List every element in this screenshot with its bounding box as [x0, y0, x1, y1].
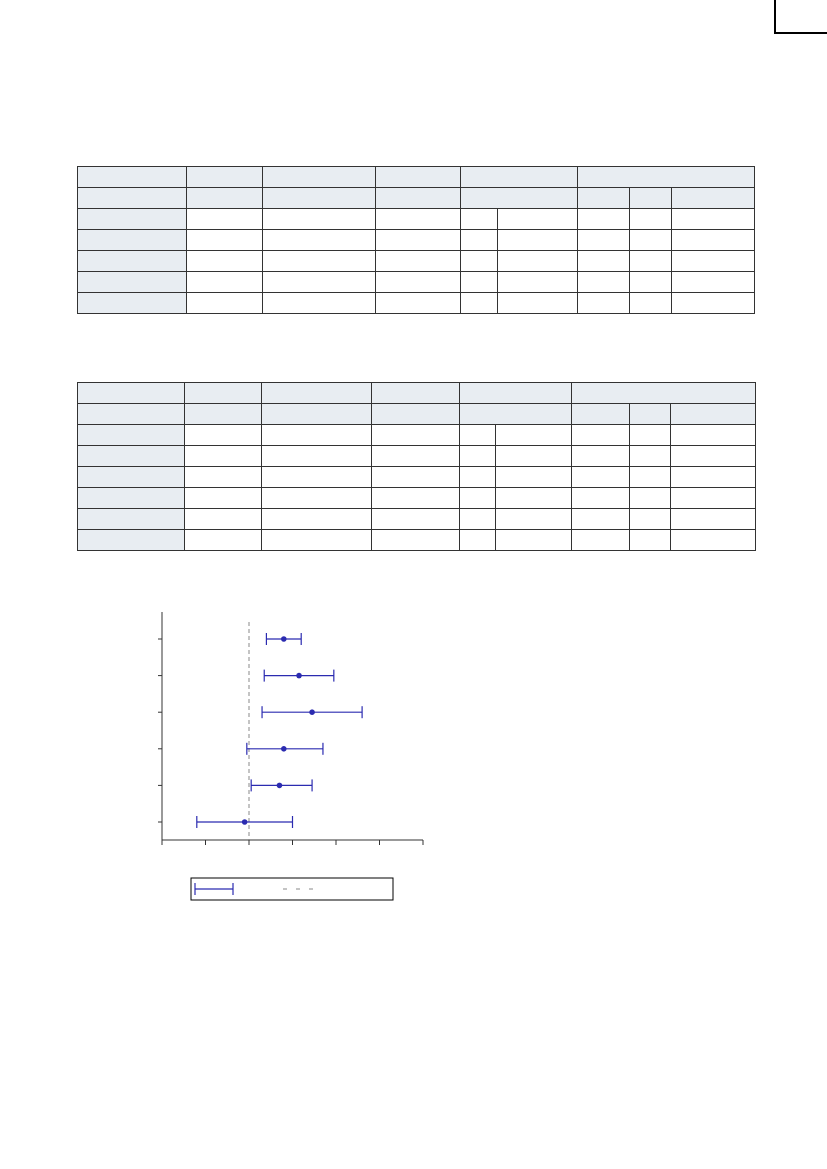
table-cell: [187, 209, 263, 230]
table-cell: [496, 446, 572, 467]
table-header-row-1: [78, 383, 756, 404]
table-cell: [262, 425, 372, 446]
table-cell: [376, 209, 461, 230]
forest-plot: [140, 600, 440, 910]
table-cell: [630, 509, 671, 530]
header-cell: [461, 188, 578, 209]
table-cell: [672, 209, 755, 230]
table-cell: [630, 209, 672, 230]
header-cell: [572, 404, 630, 425]
header-cell: [78, 383, 185, 404]
table-cell: [672, 230, 755, 251]
table-cell: [498, 251, 578, 272]
table-cell: [630, 230, 672, 251]
table-cell: [572, 530, 630, 551]
header-cell: [376, 188, 461, 209]
table-cell: [185, 488, 262, 509]
row-label-cell: [78, 251, 187, 272]
table-cell: [578, 293, 630, 314]
table-cell: [672, 251, 755, 272]
table-row: [78, 467, 756, 488]
header-cell: [372, 383, 460, 404]
table-cell: [460, 488, 496, 509]
table-cell: [498, 209, 578, 230]
table-cell: [263, 230, 376, 251]
header-cell: [376, 167, 461, 188]
header-cell: [372, 404, 460, 425]
header-cell: [572, 383, 756, 404]
header-cell: [672, 188, 755, 209]
table-cell: [672, 293, 755, 314]
row-label-cell: [78, 446, 185, 467]
table-cell: [460, 530, 496, 551]
table-cell: [630, 251, 672, 272]
header-cell: [630, 404, 671, 425]
table-row: [78, 509, 756, 530]
header-cell: [263, 167, 376, 188]
table-cell: [185, 425, 262, 446]
table-header-row-1: [78, 167, 755, 188]
table-cell: [496, 488, 572, 509]
table-cell: [262, 488, 372, 509]
table-cell: [187, 293, 263, 314]
table-cell: [671, 488, 756, 509]
row-label-cell: [78, 209, 187, 230]
table-cell: [460, 467, 496, 488]
table-row: [78, 488, 756, 509]
table-row: [78, 425, 756, 446]
header-cell: [262, 404, 372, 425]
table-cell: [460, 509, 496, 530]
table-cell: [461, 230, 498, 251]
table-row: [78, 446, 756, 467]
table-cell: [460, 446, 496, 467]
table-cell: [187, 272, 263, 293]
table-row: [78, 293, 755, 314]
table-cell: [461, 272, 498, 293]
row-label-cell: [78, 530, 185, 551]
row-label-cell: [78, 488, 185, 509]
header-cell: [78, 404, 185, 425]
header-cell: [185, 383, 262, 404]
table-cell: [498, 272, 578, 293]
table-cell: [372, 509, 460, 530]
table-cell: [630, 530, 671, 551]
table-row: [78, 530, 756, 551]
header-cell: [187, 167, 263, 188]
table-cell: [498, 293, 578, 314]
header-cell: [671, 404, 756, 425]
table-cell: [630, 467, 671, 488]
header-cell: [78, 167, 187, 188]
table-cell: [372, 425, 460, 446]
table-body: [78, 209, 755, 314]
table-cell: [496, 467, 572, 488]
table-cell: [496, 509, 572, 530]
header-cell: [461, 167, 578, 188]
table-cell: [496, 530, 572, 551]
header-cell: [187, 188, 263, 209]
header-cell: [78, 188, 187, 209]
table-cell: [630, 272, 672, 293]
table-row: [78, 272, 755, 293]
header-cell: [578, 167, 755, 188]
table-cell: [572, 488, 630, 509]
table-cell: [572, 446, 630, 467]
table-cell: [671, 446, 756, 467]
header-cell: [263, 188, 376, 209]
row-label-cell: [78, 467, 185, 488]
table-cell: [372, 530, 460, 551]
table-cell: [262, 530, 372, 551]
table-cell: [578, 272, 630, 293]
table-cell: [498, 230, 578, 251]
point-estimate: [281, 746, 287, 752]
table-cell: [671, 425, 756, 446]
table-cell: [262, 467, 372, 488]
table-cell: [372, 446, 460, 467]
table-cell: [578, 230, 630, 251]
corner-crop-mark-horizontal: [774, 32, 827, 34]
header-cell: [460, 383, 572, 404]
table-cell: [572, 467, 630, 488]
header-cell: [262, 383, 372, 404]
data-table-1: [77, 166, 755, 314]
point-estimate: [296, 673, 302, 679]
table-cell: [376, 230, 461, 251]
table-cell: [671, 467, 756, 488]
table-header-row-2: [78, 188, 755, 209]
table-cell: [187, 230, 263, 251]
table-cell: [185, 509, 262, 530]
table-cell: [572, 425, 630, 446]
table-cell: [263, 251, 376, 272]
table-cell: [185, 530, 262, 551]
table-row: [78, 230, 755, 251]
row-label-cell: [78, 272, 187, 293]
table-cell: [630, 425, 671, 446]
header-cell: [630, 188, 672, 209]
table-cell: [185, 467, 262, 488]
table-cell: [262, 509, 372, 530]
table-cell: [262, 446, 372, 467]
table-cell: [630, 293, 672, 314]
table-cell: [372, 467, 460, 488]
point-estimate: [242, 819, 248, 825]
table-cell: [578, 251, 630, 272]
table-header-row-2: [78, 404, 756, 425]
table-cell: [671, 530, 756, 551]
table-cell: [263, 272, 376, 293]
table-cell: [460, 425, 496, 446]
header-cell: [460, 404, 572, 425]
row-label-cell: [78, 293, 187, 314]
table-cell: [372, 488, 460, 509]
table-body: [78, 425, 756, 551]
table-cell: [630, 488, 671, 509]
table-cell: [376, 293, 461, 314]
data-table-2: [77, 382, 756, 551]
table-cell: [376, 272, 461, 293]
corner-crop-mark-vertical: [774, 0, 776, 34]
table-cell: [671, 509, 756, 530]
table-cell: [185, 446, 262, 467]
table-row: [78, 209, 755, 230]
table-cell: [630, 446, 671, 467]
table-cell: [461, 209, 498, 230]
table-cell: [572, 509, 630, 530]
row-label-cell: [78, 425, 185, 446]
table-row: [78, 251, 755, 272]
table-cell: [672, 272, 755, 293]
table-cell: [376, 251, 461, 272]
table-cell: [461, 293, 498, 314]
table-cell: [496, 425, 572, 446]
header-cell: [185, 404, 262, 425]
table-cell: [263, 209, 376, 230]
row-label-cell: [78, 509, 185, 530]
header-cell: [578, 188, 630, 209]
point-estimate: [281, 636, 287, 642]
table-cell: [461, 251, 498, 272]
table-cell: [263, 293, 376, 314]
table-cell: [187, 251, 263, 272]
row-label-cell: [78, 230, 187, 251]
table-cell: [578, 209, 630, 230]
point-estimate: [277, 783, 283, 789]
point-estimate: [309, 709, 315, 715]
